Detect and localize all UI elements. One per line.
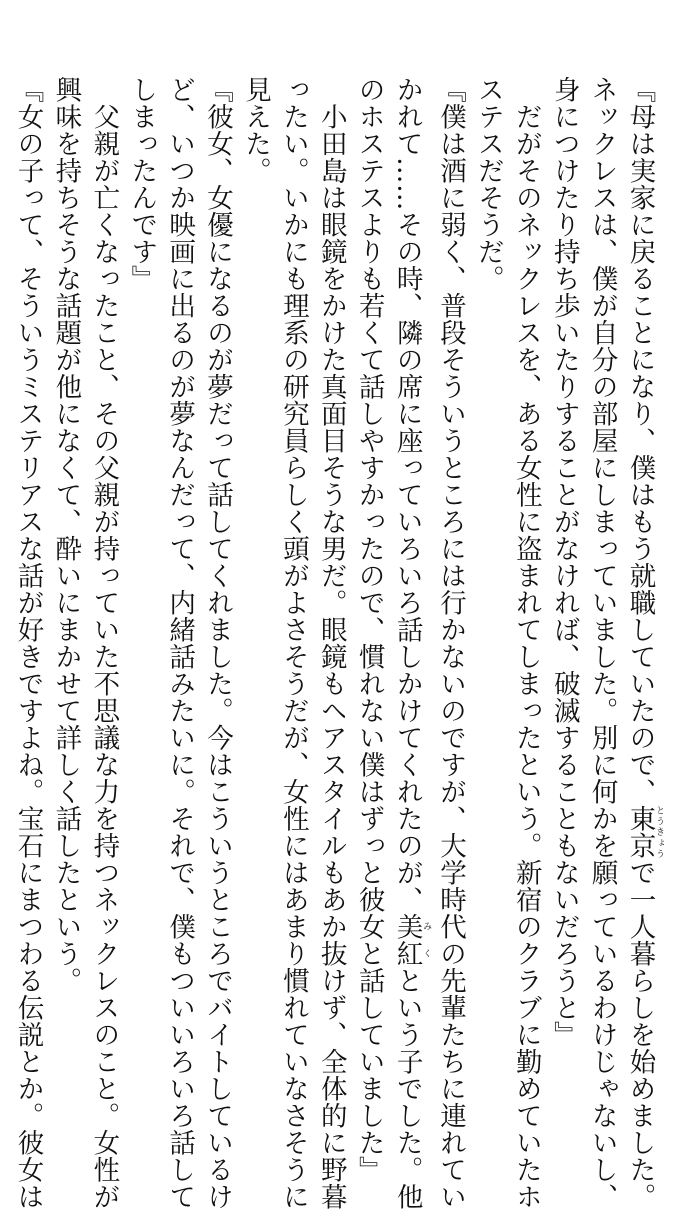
text-line-14: しまったんです』: [126, 76, 158, 292]
text-line-15: 父親が亡くなったこと、その父親が持っていた不思議な力を持つネックレスのこと。女性が: [88, 76, 120, 1210]
text-line-6: 『僕は酒に弱く、普段そういうところには行かないのですが、大学時代の先輩たちに連れてい: [434, 76, 466, 1210]
text-line-7: かれて……その時、隣の席に座っていろいろ話しかけてくれたのが、美紅みくという子でした。他: [391, 76, 432, 1210]
text-line-16: 興味を持ちそうな話題が他になくて、酔いにまかせて詳しく話したという。: [50, 76, 82, 994]
text-line-2: ネックレスは、僕が自分の部屋にしまっていました。別に何かを願っているわけじゃないし、: [586, 76, 618, 1210]
ruby-miku: 美紅みく: [391, 913, 432, 967]
text-line-12: 『彼女、女優になるのが夢だって話してくれました。今はこういうところでバイトしているけ: [202, 76, 234, 1210]
text-line-3: 身につけたり持ち歩いたりすることがなければ、破滅することもないだろうと』: [548, 76, 580, 1048]
text-line-5: ステスだそうだ。: [472, 76, 504, 292]
text-line-9: 小田島は眼鏡をかけた真面目そうな男だ。眼鏡もヘアスタイルもあか抜けず、全体的に野暮: [315, 76, 347, 1210]
text-line-1: 『母は実家に戻ることになり、僕はもう就職していたので、東京とうきょうで一人暮らしを始めました。: [624, 76, 664, 1210]
text-line-17: 『女の子って、そういうミステリアスな話が好きですよね。宝石にまつわる伝説とか。彼女は: [12, 76, 44, 1210]
vertical-text-body: [9, 76, 664, 1210]
text-line-11: 見えた。: [239, 76, 271, 184]
text-line-10: ったい。いかにも理系の研究員らしく頭がよさそうだが、女性にはあまり慣れていなさそうに: [277, 76, 309, 1210]
text-line-13: ど、いつか映画に出るのが夢なんだって、内緒話みたいに。それで、僕もついいろいろ話して: [164, 76, 196, 1210]
text-line-8: のホステスよりも若くて話しやすかったので、慣れない僕はずっと彼女と話していました』: [353, 76, 385, 1183]
text-line-4: だがそのネックレスを、ある女性に盗まれてしまったという。新宿のクラブに勤めていたホ: [510, 76, 542, 1210]
ruby-tokyo: 東京とうきょう: [624, 805, 664, 859]
